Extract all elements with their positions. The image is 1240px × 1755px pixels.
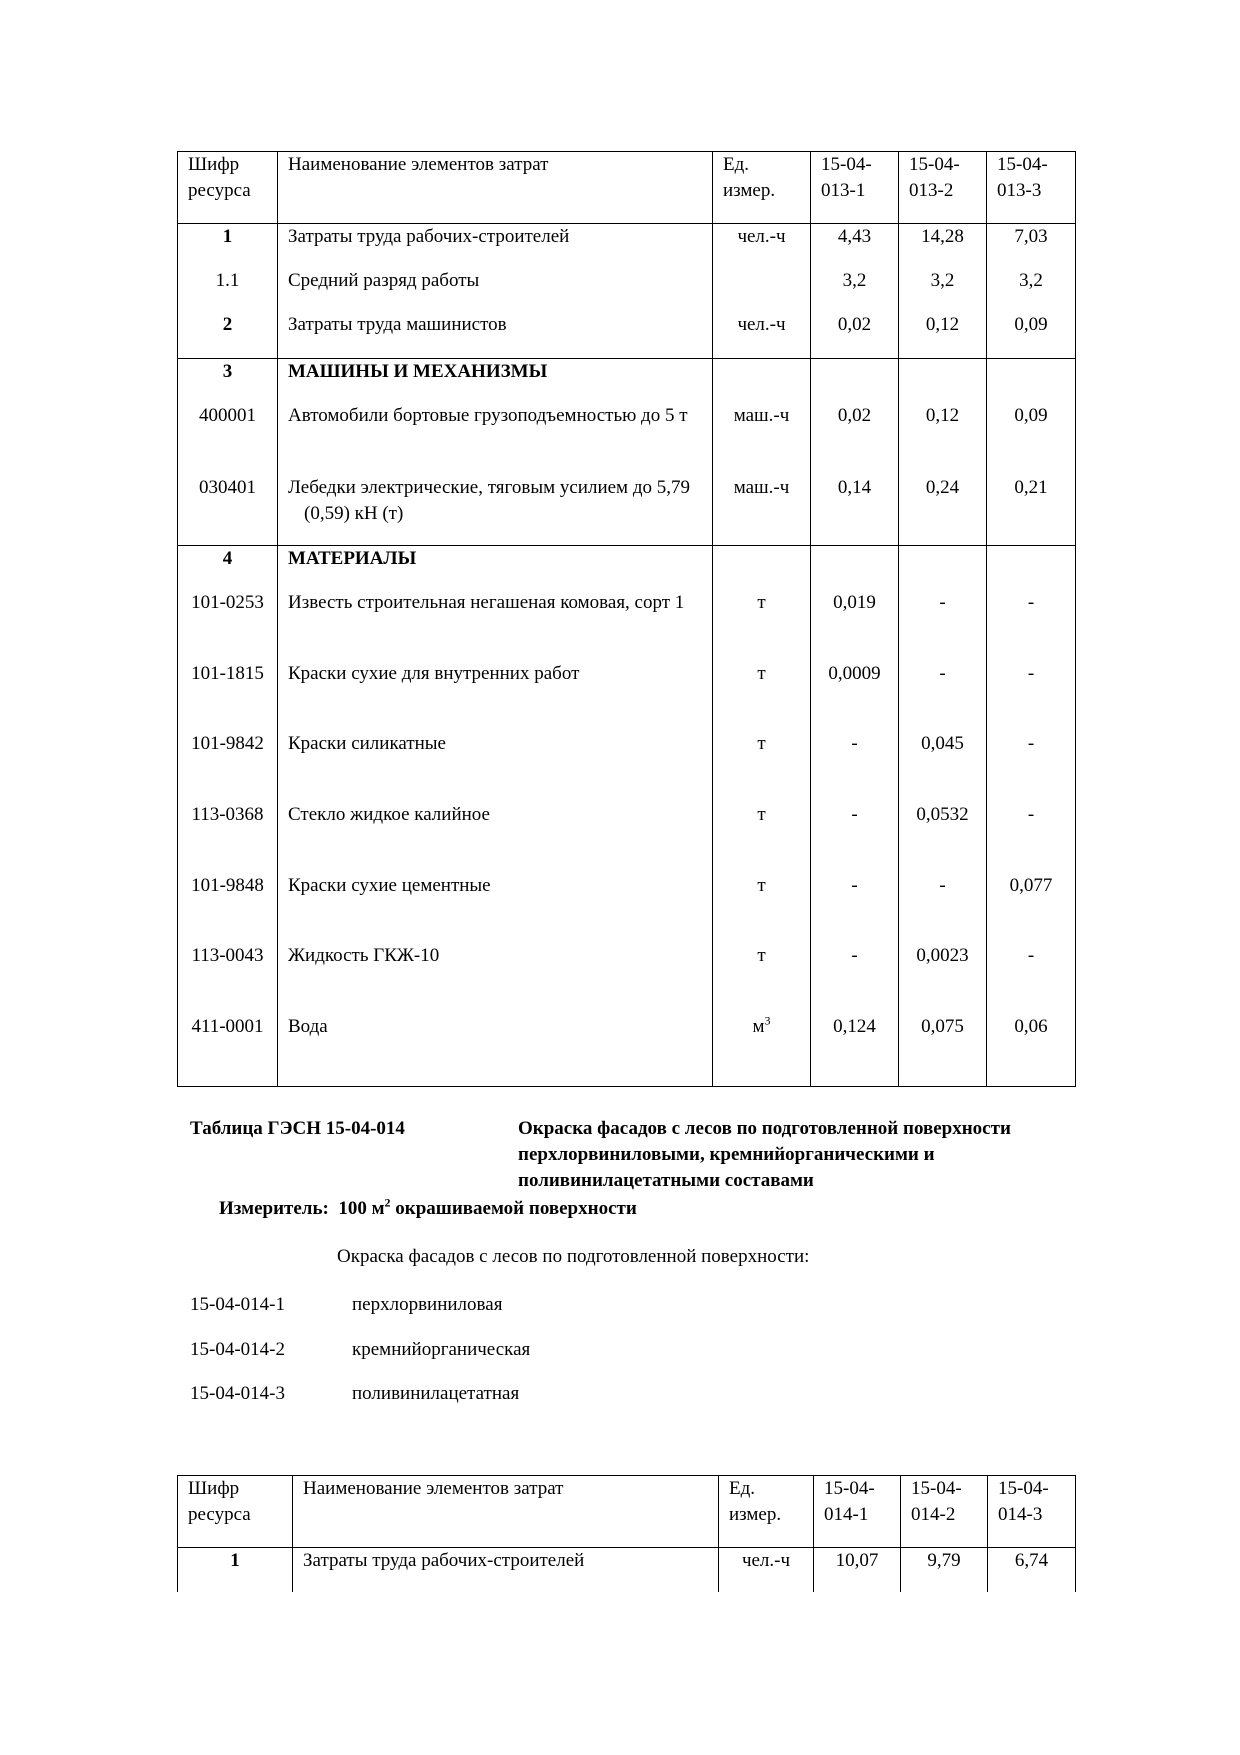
cell-value-2: 0,12 [899, 312, 987, 359]
cell-name: Вода [278, 1014, 713, 1087]
table-row [178, 224, 1076, 269]
header-col3: 15-04-014-3 [988, 1476, 1076, 1548]
cell-value-3: 7,03 [987, 224, 1076, 269]
cell-name [278, 590, 713, 661]
cell-code: 1 [178, 1548, 293, 1593]
cell-name: Средний разряд работы [278, 268, 713, 312]
table-row [178, 661, 1076, 731]
cell-value-2: 0,0532 [899, 802, 987, 873]
cell-value-2: 0,0023 [899, 943, 987, 1014]
unit-text: м [752, 1016, 765, 1037]
cell-value-3: - [987, 731, 1076, 802]
cell-unit: чел.-ч [713, 224, 811, 269]
resource-table-15-04-014 [177, 1475, 1076, 1592]
cell-value-1: 0,02 [811, 312, 899, 359]
cell-value-3: 0,09 [987, 403, 1076, 475]
cell-value-1: 0,0009 [811, 661, 899, 731]
cell-code: 411-0001 [178, 1014, 278, 1087]
cell-code: 101-0253 [178, 590, 278, 661]
cell-value-2: 14,28 [899, 224, 987, 269]
cell-value-3: 0,06 [987, 1014, 1076, 1087]
cell-unit [713, 1014, 811, 1087]
table-row [178, 590, 1076, 661]
cell-code: 113-0043 [178, 943, 278, 1014]
variant-name: поливинилацетатная [352, 1383, 520, 1404]
header-col3: 15-04-013-3 [987, 152, 1076, 224]
cell-value-1: 4,43 [811, 224, 899, 269]
header-unit: Ед. измер. [719, 1476, 814, 1548]
cell-value-3: 6,74 [988, 1548, 1076, 1593]
table-row [178, 475, 1076, 546]
cell-value-1: 10,07 [814, 1548, 901, 1593]
cell-value-3: 0,077 [987, 873, 1076, 943]
header-name: Наименование элементов затрат [278, 152, 713, 224]
cell-value-1 [811, 546, 899, 591]
cell-unit: т [713, 873, 811, 943]
cell-unit: чел.-ч [719, 1548, 814, 1593]
cell-value-1 [811, 359, 899, 404]
cell-code: 4 [178, 546, 278, 591]
meter-superscript: 2 [384, 1195, 391, 1210]
cell-value-2 [899, 359, 987, 404]
cell-unit: т [713, 802, 811, 873]
table-title: Окраска фасадов с лесов по подготовленной поверхности перхлорвиниловыми, кремнийорганическими и поливинилацетатными составами [518, 1118, 1011, 1191]
cell-code: 113-0368 [178, 802, 278, 873]
header-col1: 15-04-013-1 [811, 152, 899, 224]
cell-name-text: Известь строительная негашеная комовая, сорт 1 [288, 592, 685, 613]
variants-intro: Окраска фасадов с лесов по подготовленной поверхности: [337, 1246, 810, 1267]
table-row [178, 312, 1076, 359]
cell-value-2: 0,24 [899, 475, 987, 546]
table-row [178, 873, 1076, 943]
cell-value-1: - [811, 731, 899, 802]
cell-name: Затраты труда рабочих-строителей [278, 224, 713, 269]
cell-unit [713, 546, 811, 591]
cell-code: 101-9842 [178, 731, 278, 802]
variant-name: перхлорвиниловая [352, 1294, 503, 1315]
header-col2: 15-04-013-2 [899, 152, 987, 224]
measure-unit-line [219, 1196, 637, 1222]
cell-value-2 [899, 546, 987, 591]
variant-code: 15-04-014-3 [190, 1383, 285, 1404]
cell-value-1: - [811, 943, 899, 1014]
cell-value-2: 0,045 [899, 731, 987, 802]
cell-value-3 [987, 359, 1076, 404]
cell-unit: т [713, 661, 811, 731]
variant-name: кремнийорганическая [352, 1339, 531, 1360]
cell-name: Затраты труда рабочих-строителей [293, 1548, 719, 1593]
meter-rest: окрашиваемой поверхности [395, 1198, 637, 1219]
resource-table-15-04-013 [177, 151, 1076, 1087]
cell-name: Краски сухие для внутренних работ [278, 661, 713, 731]
variant-item [190, 1292, 502, 1318]
cell-value-3: 0,21 [987, 475, 1076, 546]
table-row [178, 403, 1076, 475]
cell-unit: маш.-ч [713, 475, 811, 546]
meter-label: Измеритель: [219, 1198, 329, 1219]
section-row-materials [178, 546, 1076, 591]
cell-unit [713, 359, 811, 404]
cell-value-3: - [987, 661, 1076, 731]
cell-name: МАШИНЫ И МЕХАНИЗМЫ [278, 359, 713, 404]
cell-name: Краски сухие цементные [278, 873, 713, 943]
cell-name: Затраты труда машинистов [278, 312, 713, 359]
cell-unit: т [713, 731, 811, 802]
cell-value-3: 3,2 [987, 268, 1076, 312]
cell-value-3 [987, 546, 1076, 591]
meter-value: 100 м [338, 1198, 385, 1219]
cell-name: Стекло жидкое калийное [278, 802, 713, 873]
cell-value-3: - [987, 943, 1076, 1014]
cell-unit: чел.-ч [713, 312, 811, 359]
section-row-machines [178, 359, 1076, 404]
table-row [178, 802, 1076, 873]
cell-name [278, 475, 713, 546]
header-code: Шифр ресурса [178, 152, 278, 224]
cell-value-1: 0,02 [811, 403, 899, 475]
cell-code: 101-9848 [178, 873, 278, 943]
cell-code: 2 [178, 312, 278, 359]
cell-name [278, 403, 713, 475]
variant-item [190, 1337, 530, 1363]
cell-code: 400001 [178, 403, 278, 475]
cell-value-2: 0,12 [899, 403, 987, 475]
cell-value-3: - [987, 802, 1076, 873]
header-col1: 15-04-014-1 [814, 1476, 901, 1548]
cell-value-2: 0,075 [899, 1014, 987, 1087]
cell-code: 030401 [178, 475, 278, 546]
cell-value-1: 3,2 [811, 268, 899, 312]
header-unit: Ед. измер. [713, 152, 811, 224]
unit-superscript: 3 [764, 1013, 771, 1028]
cell-unit [713, 268, 811, 312]
cell-value-1: 0,019 [811, 590, 899, 661]
cell-unit: маш.-ч [713, 403, 811, 475]
cell-code: 1.1 [178, 268, 278, 312]
cell-value-2: 3,2 [899, 268, 987, 312]
cell-name: Краски силикатные [278, 731, 713, 802]
table-header-row [178, 1476, 1076, 1548]
cell-name-text: Лебедки электрические, тяговым усилием до 5,79 (0,59) кН (т) [288, 477, 690, 524]
table-row [178, 1014, 1076, 1087]
cell-unit: т [713, 590, 811, 661]
cell-unit: т [713, 943, 811, 1014]
cell-code: 101-1815 [178, 661, 278, 731]
cell-name-text: Автомобили бортовые грузоподъемностью до 5 т [288, 405, 688, 426]
cell-value-2: - [899, 661, 987, 731]
table-row [178, 1548, 1076, 1593]
cell-code: 3 [178, 359, 278, 404]
cell-name: Жидкость ГКЖ-10 [278, 943, 713, 1014]
cell-value-1: 0,14 [811, 475, 899, 546]
cell-value-3: - [987, 590, 1076, 661]
variant-code: 15-04-014-1 [190, 1294, 285, 1315]
variant-code: 15-04-014-2 [190, 1339, 285, 1360]
cell-value-2: - [899, 590, 987, 661]
cell-value-2: - [899, 873, 987, 943]
header-code: Шифр ресурса [178, 1476, 293, 1548]
header-col2: 15-04-014-2 [901, 1476, 988, 1548]
cell-value-1: - [811, 802, 899, 873]
table-row [178, 943, 1076, 1014]
cell-value-3: 0,09 [987, 312, 1076, 359]
table-row [178, 268, 1076, 312]
cell-name: МАТЕРИАЛЫ [278, 546, 713, 591]
cell-value-2: 9,79 [901, 1548, 988, 1593]
cell-value-1: 0,124 [811, 1014, 899, 1087]
cell-code: 1 [178, 224, 278, 269]
header-name: Наименование элементов затрат [293, 1476, 719, 1548]
table-row [178, 731, 1076, 802]
table-label: Таблица ГЭСН 15-04-014 [190, 1118, 405, 1139]
cell-value-1: - [811, 873, 899, 943]
table-header-row [178, 152, 1076, 224]
variant-item [190, 1381, 519, 1407]
